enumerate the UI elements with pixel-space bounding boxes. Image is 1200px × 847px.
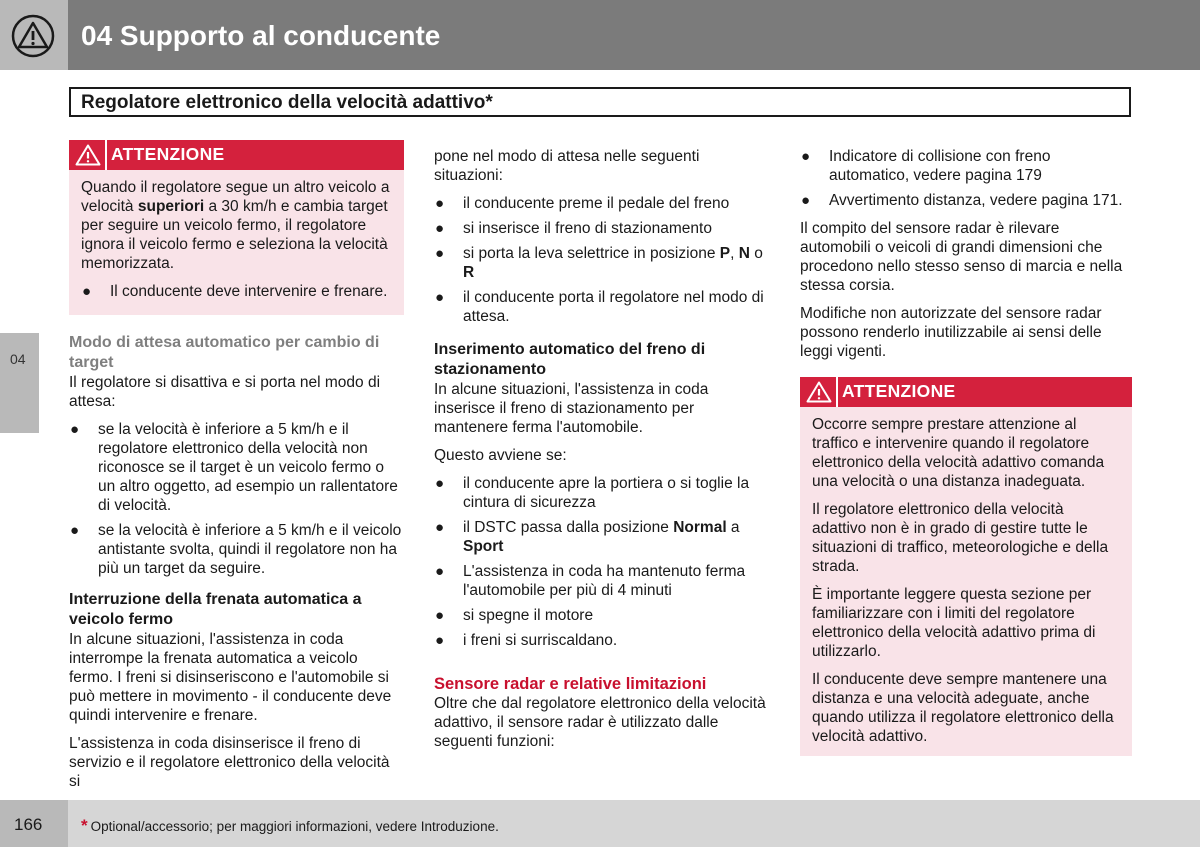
list-item-text: Avvertimento distanza, vedere pagina 171. [829,192,1123,209]
warning-text-a: Quando il regolatore segue un altro veicolo a velocità [81,179,390,215]
paragraph-questo: Questo avviene se: [434,447,567,464]
section-title-box [69,87,1131,117]
list-funzioni [800,147,1132,210]
chapter-title: 04 Supporto al conducente [81,20,441,51]
conjunction-text: a [726,519,740,536]
list-item-text: se la velocità è inferiore a 5 km/h e il regolatore elettronico della velocità non riconosce se il target è un veicolo fermo o un altro oggetto, ad esempio un rallentatore di velocità. [98,421,398,514]
warning-label: ATTENZIONE [842,381,956,401]
bullet-icon: ● [435,289,445,306]
conjunction-text: o [749,245,763,262]
warning-body [69,170,404,315]
list-item [800,191,1132,210]
warning-paragraph: È importante leggere questa sezione per familiarizzare con i limiti del regolatore elettronico della velocità adattivo prima di utilizzarlo. [812,586,1096,660]
list-attesa [69,420,404,578]
list-item-text: il conducente porta il regolatore nel modo di attesa. [463,289,764,325]
list-item [800,147,1132,185]
warning-text [81,178,394,273]
footnote [81,816,499,836]
warning-paragraph: Il conducente deve sempre mantenere una distanza e una velocità adeguate, anche quando utilizza il regolatore elettronico della velocità adattivo. [812,671,1114,745]
list-item-text: i freni si surriscaldano. [463,632,618,649]
list-attesa-situazioni [434,194,769,326]
warning-triangle-icon [75,144,101,166]
gear-n: N [738,245,750,262]
footnote-text: Optional/accessorio; per maggiori informazioni, vedere Introduzione. [90,819,499,834]
list-item [434,244,769,282]
bullet-icon: ● [435,607,445,624]
list-item-text: il conducente preme il pedale del freno [463,195,730,212]
list-item [434,606,769,625]
bullet-icon: ● [435,563,445,580]
paragraph-modifiche: Modifiche non autorizzate del sensore radar possono renderlo inutilizzabile ai sensi delle leggi vigenti. [800,305,1102,360]
warning-text-bold: superiori [137,198,205,215]
gear-p: P [719,245,731,262]
list-item [434,288,769,326]
warning-body [800,407,1132,756]
paragraph-inserimento: In alcune situazioni, l'assistenza in coda inserisce il freno di stazionamento per mantenere ferma l'automobile. [434,381,709,436]
heading-interruzione: Interruzione della frenata automatica a veicolo fermo [69,591,362,628]
page-number: 166 [14,815,43,834]
bullet-icon: ● [435,245,445,262]
bullet-icon: ● [70,522,80,539]
list-item-text: Indicatore di collisione con freno automatico, vedere pagina 179 [829,148,1051,184]
warning-circle-icon [11,14,55,58]
list-item [69,420,404,515]
bullet-icon: ● [82,283,92,300]
separator-text: , [730,245,739,262]
bullet-icon: ● [801,192,811,209]
heading-sensore: Sensore radar e relative limitazioni [434,675,707,693]
bullet-icon: ● [801,148,811,165]
list-item [434,518,769,556]
bullet-icon: ● [435,519,445,536]
list-inserimento [434,474,769,650]
list-item-text: il conducente apre la portiera o si toglie la cintura di sicurezza [463,475,750,511]
column-1 [69,140,404,800]
section-title: Regolatore elettronico della velocità adattivo* [81,92,493,113]
list-item-text: se la velocità è inferiore a 5 km/h e il veicolo antistante svolta, quindi il regolatore non ha più un target da seguire. [98,522,402,577]
side-chapter-tab [0,333,39,433]
list-item-text: L'assistenza in coda ha mantenuto ferma l'automobile per più di 4 minuti [463,563,746,599]
paragraph-continuation: pone nel modo di attesa nelle seguenti situazioni: [434,148,700,184]
heading-attesa: Modo di attesa automatico per cambio di target [69,334,380,371]
footnote-star: * [81,816,88,835]
warning-paragraph: Il regolatore elettronico della velocità adattivo non è in grado di gestire tutte le situazioni di traffico, meteorologiche e della strada. [812,501,1109,575]
bullet-icon: ● [435,632,445,649]
warning-text-b: a 30 km/h e cambia target per seguire un veicolo fermo, il regolatore ignora il veicolo fermo e seleziona la velocità memorizzata. [81,198,388,272]
list-item [434,562,769,600]
side-tab-label: 04 [10,351,26,367]
bullet-icon: ● [435,475,445,492]
list-item [434,631,769,650]
mode-sport: Sport [463,538,504,555]
gear-r: R [463,264,475,281]
heading-inserimento: Inserimento automatico del freno di stazionamento [434,341,706,378]
list-item [81,282,394,301]
list-item [434,219,769,238]
paragraph-interruzione: In alcune situazioni, l'assistenza in coda interrompe la frenata automatica a veicolo fermo. I freni si disinseriscono e l'automobile si può mettere in movimento - il conducente deve quindi intervenire e frenare. [69,631,392,724]
list-item-text: Il conducente deve intervenire e frenare. [110,283,388,300]
header-tab [0,0,68,70]
list-item-text: si inserisce il freno di stazionamento [463,220,712,237]
warning-box [69,140,404,315]
paragraph-sensore: Oltre che dal regolatore elettronico della velocità adattivo, il sensore radar è utilizzato dalle seguenti funzioni: [434,695,766,750]
paragraph-compito: Il compito del sensore radar è rilevare automobili o veicoli di grandi dimensioni che procedono nello stesso senso di marcia e nella stessa corsia. [800,220,1123,294]
warning-separator [836,377,838,407]
list-item-text: il DSTC passa dalla posizione [463,519,674,536]
paragraph-disinserisce: L'assistenza in coda disinserisce il freno di servizio e il regolatore elettronico della velocità si [69,735,390,790]
list-item-text: si porta la leva selettrice in posizione [463,245,720,262]
warning-header [800,377,1132,407]
bullet-icon: ● [435,195,445,212]
bullet-icon: ● [70,421,80,438]
list-item [434,474,769,512]
column-3 [800,147,1132,762]
warning-separator [105,140,107,170]
bullet-icon: ● [435,220,445,237]
list-item [69,521,404,578]
warning-paragraph: Occorre sempre prestare attenzione al traffico e intervenire quando il regolatore elettronico della velocità adattivo comanda una velocità o una distanza inadeguata. [812,416,1105,490]
warning-label: ATTENZIONE [111,144,225,164]
warning-header [69,140,404,170]
warning-box [800,377,1132,756]
paragraph-attesa: Il regolatore si disattiva e si porta nel modo di attesa: [69,374,381,410]
warning-bullets [81,282,394,301]
warning-triangle-icon [806,381,832,403]
mode-normal: Normal [673,519,727,536]
list-item-text: si spegne il motore [463,607,594,624]
list-item [434,194,769,213]
column-2 [434,147,769,760]
